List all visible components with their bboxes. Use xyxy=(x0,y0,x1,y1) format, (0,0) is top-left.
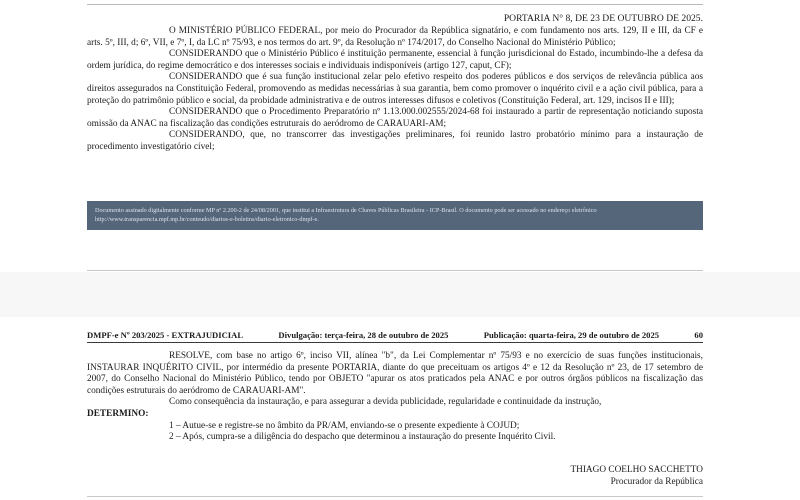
bottom-rule xyxy=(87,496,703,497)
signer-role: Procurador da República xyxy=(610,476,703,487)
dmpf-page-header xyxy=(87,330,703,343)
consequence-paragraph: Como consequência da instauração, e para assegurar a devida publicidade, regularidade e continuidade da instrução, xyxy=(169,397,602,408)
top-rule xyxy=(87,4,703,5)
portaria-body xyxy=(87,26,703,154)
signer-name: THIAGO COELHO SACCHETTO xyxy=(570,465,703,475)
page-break-line xyxy=(87,270,703,271)
considerando-paragraph: CONSIDERANDO que o Ministério Público é instituição permanente, essencial à função jurisdicional do Estado, incumbindo-lhe a defesa da ordem jurídica, do regime democrático e dos interesses sociais e individuais indisponíveis (artigo 127, caput, CF); xyxy=(87,49,703,71)
resolve-paragraph: RESOLVE, com base no artigo 6º, inciso VII, alínea "b", da Lei Complementar nº 75/93 e no exercício de suas funções institucionais, INSTAURAR INQUÉRITO CIVIL, por intermédio da presente PORTARIA, diante do que preceituam os artigos 4º e 12 da Resolução nº 23, de 17 setembro de 2007, do Conselho Nacional do Ministério Público, tendo por OBJETO "apurar os atos praticados pela ANAC e por outros órgãos públicos na fiscalização das condições estruturais do aeródromo de CARAUARI-AM". xyxy=(87,351,703,396)
considerando-paragraph: CONSIDERANDO que o Procedimento Preparatório nº 1.13.000.002555/2024-68 foi instaurado a partir de representação noticiando suposta omissão da ANAC na fiscalização das condições estruturais do aeródromo de CARAUARI-AM; xyxy=(87,107,703,129)
determination-item: 2 – Após, cumpra-se a diligência do despacho que determinou a instauração do presente Inquérito Civil. xyxy=(169,432,556,443)
portaria-heading: PORTARIA N° 8, DE 23 DE OUTUBRO DE 2025. xyxy=(503,13,703,24)
edition-label: DMPF-e Nº 203/2025 - EXTRAJUDICIAL xyxy=(87,330,244,340)
considerando-paragraph: CONSIDERANDO que é sua função institucional zelar pelo efetivo respeito dos poderes públicos e dos serviços de relevância pública aos direitos assegurados na Constituição Federal, promovendo as medidas necessárias à sua garantia, bem como promover o inquérito civil e a ação civil pública, para a proteção do patrimônio público e social, da probidade administrativa e de outros interesses difusos e coletivos (Constituição Federal, art. 129, incisos II e III); xyxy=(87,72,703,106)
divulgacao-date: Divulgação: terça-feira, 28 de outubro de 2025 xyxy=(278,330,449,340)
digital-signature-notice: Documento assinado digitalmente conforme MP nº 2.200-2 de 24/08/2001, que institui a Infraestrutura de Chaves Públicas Brasileira - ICP-Brasil. O documento pode ser acessado no endereço eletrônico http://www.transparencia.mpf.mp.br/conteudo/diarios-e-boletins/diario-eletronico-dmpf-e. xyxy=(87,201,703,230)
publicacao-date: Publicação: quarta-feira, 29 de outubro de 2025 xyxy=(483,330,660,340)
signature-block xyxy=(87,465,703,488)
preamble-paragraph: O MINISTÉRIO PÚBLICO FEDERAL, por meio do Procurador da República signatário, e com fundamento nos arts. 129, II e III, da CF e arts. 5º, III, d; 6º, VII, e 7º, I, da LC nº 75/93, e nos termos do art. 9º, da Resolução nº 174/2017, do Conselho Nacional do Ministério Público; xyxy=(87,26,703,48)
determino-label: DETERMINO: xyxy=(87,408,149,419)
decision-body xyxy=(87,351,703,444)
page-number: 60 xyxy=(694,330,703,340)
considerando-paragraph: CONSIDERANDO, que, no transcorrer das investigações preliminares, foi reunido lastro probatório mínimo para a instauração de procedimento investigatório cível; xyxy=(87,130,703,152)
determination-item: 1 – Autue-se e registre-se no âmbito da PR/AM, enviando-se o presente expediente à COJUD; xyxy=(169,420,520,431)
page-break xyxy=(0,272,800,317)
